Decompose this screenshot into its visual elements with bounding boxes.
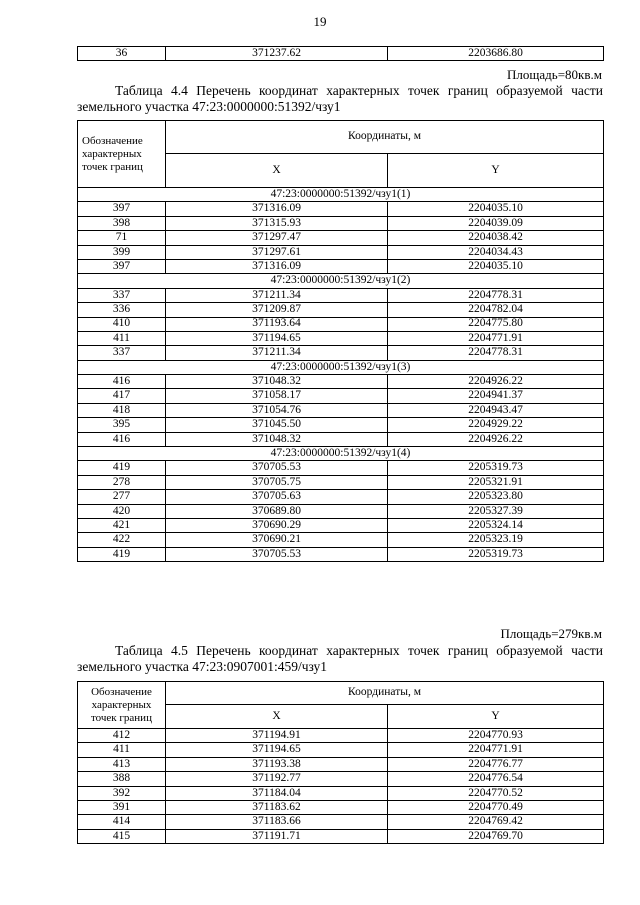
y-cell: 2205323.19	[388, 533, 604, 547]
y-cell: 2204769.70	[388, 829, 604, 843]
point-cell: 413	[78, 757, 166, 771]
point-cell: 388	[78, 772, 166, 786]
continued-table-row	[77, 46, 604, 61]
table-row	[78, 231, 604, 245]
header-y: Y	[388, 705, 604, 729]
y-cell: 2204769.42	[388, 815, 604, 829]
x-cell: 370705.63	[166, 490, 388, 504]
point-cell: 392	[78, 786, 166, 800]
table-row	[78, 389, 604, 403]
x-cell: 370705.53	[166, 461, 388, 475]
table-row	[78, 432, 604, 446]
x-cell: 370705.53	[166, 547, 388, 561]
y-cell: 2205321.91	[388, 475, 604, 489]
point-cell: 399	[78, 245, 166, 259]
y-cell: 2204770.93	[388, 729, 604, 743]
y-cell: 2205324.14	[388, 518, 604, 532]
coordinates-table	[77, 120, 604, 562]
point-cell: 395	[78, 418, 166, 432]
y-cell: 2204929.22	[388, 418, 604, 432]
table-row	[78, 288, 604, 302]
point-cell: 336	[78, 303, 166, 317]
section-title: 47:23:0000000:51392/чзу1(4)	[78, 447, 604, 461]
point-cell: 391	[78, 800, 166, 814]
y-cell: 2204039.09	[388, 216, 604, 230]
x-cell: 371048.32	[166, 432, 388, 446]
point-cell: 36	[78, 47, 166, 61]
point-cell: 414	[78, 815, 166, 829]
table-row	[78, 475, 604, 489]
point-cell: 422	[78, 533, 166, 547]
x-cell: 371211.34	[166, 346, 388, 360]
table-row	[78, 533, 604, 547]
x-cell: 371194.65	[166, 743, 388, 757]
point-cell: 419	[78, 547, 166, 561]
x-cell: 371193.64	[166, 317, 388, 331]
table-row	[78, 772, 604, 786]
area-label: Площадь=279кв.м	[500, 626, 602, 641]
table-row	[78, 786, 604, 800]
x-cell: 371192.77	[166, 772, 388, 786]
header-coords: Координаты, м	[166, 682, 604, 705]
section-row	[78, 274, 604, 288]
header-point: Обозначение характерных точек границ	[78, 121, 166, 188]
section-row	[78, 447, 604, 461]
point-cell: 71	[78, 231, 166, 245]
x-cell: 371184.04	[166, 786, 388, 800]
table-row	[78, 743, 604, 757]
x-cell: 371316.09	[166, 202, 388, 216]
table-row	[78, 800, 604, 814]
table-row	[78, 504, 604, 518]
x-cell: 371054.76	[166, 403, 388, 417]
table-row	[78, 829, 604, 843]
header-point: Обозначение характерных точек границ	[78, 682, 166, 729]
header-y: Y	[388, 154, 604, 188]
y-cell: 2204941.37	[388, 389, 604, 403]
coordinates-table	[77, 681, 604, 844]
table-row	[78, 403, 604, 417]
table-row	[78, 317, 604, 331]
point-cell: 418	[78, 403, 166, 417]
point-cell: 416	[78, 432, 166, 446]
point-cell: 416	[78, 375, 166, 389]
table-row	[78, 375, 604, 389]
x-cell: 371048.32	[166, 375, 388, 389]
y-cell: 2204776.54	[388, 772, 604, 786]
x-cell: 371297.61	[166, 245, 388, 259]
point-cell: 419	[78, 461, 166, 475]
x-cell: 371209.87	[166, 303, 388, 317]
x-cell: 371194.91	[166, 729, 388, 743]
x-cell: 371211.34	[166, 288, 388, 302]
section-row	[78, 360, 604, 374]
y-cell: 2205327.39	[388, 504, 604, 518]
point-cell: 420	[78, 504, 166, 518]
x-cell: 370690.21	[166, 533, 388, 547]
point-cell: 397	[78, 202, 166, 216]
y-cell: 2204926.22	[388, 375, 604, 389]
point-cell: 277	[78, 490, 166, 504]
x-cell: 370689.80	[166, 504, 388, 518]
point-cell: 415	[78, 829, 166, 843]
header-x: X	[166, 705, 388, 729]
y-cell: 2204782.04	[388, 303, 604, 317]
point-cell: 337	[78, 288, 166, 302]
table-row	[78, 303, 604, 317]
y-cell: 2204035.10	[388, 202, 604, 216]
y-cell: 2204776.77	[388, 757, 604, 771]
y-cell: 2205319.73	[388, 547, 604, 561]
point-cell: 337	[78, 346, 166, 360]
section-title: 47:23:0000000:51392/чзу1(2)	[78, 274, 604, 288]
point-cell: 411	[78, 743, 166, 757]
table-row	[78, 461, 604, 475]
x-cell: 371315.93	[166, 216, 388, 230]
table-row	[78, 815, 604, 829]
y-cell: 2204926.22	[388, 432, 604, 446]
x-cell: 370690.29	[166, 518, 388, 532]
y-cell: 2204034.43	[388, 245, 604, 259]
x-cell: 371191.71	[166, 829, 388, 843]
y-cell: 2204770.49	[388, 800, 604, 814]
point-cell: 278	[78, 475, 166, 489]
y-cell: 2204771.91	[388, 331, 604, 345]
x-cell: 371183.66	[166, 815, 388, 829]
point-cell: 412	[78, 729, 166, 743]
point-cell: 417	[78, 389, 166, 403]
page-number: 19	[313, 14, 327, 29]
area-label: Площадь=80кв.м	[507, 67, 602, 82]
x-cell: 371058.17	[166, 389, 388, 403]
table-row	[78, 245, 604, 259]
table-row	[78, 216, 604, 230]
point-cell: 411	[78, 331, 166, 345]
x-cell: 370705.75	[166, 475, 388, 489]
table-row	[78, 547, 604, 561]
table-row	[78, 490, 604, 504]
y-cell: 2203686.80	[388, 47, 604, 61]
table-row	[78, 346, 604, 360]
table-row	[78, 757, 604, 771]
y-cell: 2204770.52	[388, 786, 604, 800]
section-title: 47:23:0000000:51392/чзу1(3)	[78, 360, 604, 374]
x-cell: 371297.47	[166, 231, 388, 245]
x-cell: 371193.38	[166, 757, 388, 771]
x-cell: 371316.09	[166, 259, 388, 273]
x-cell: 371194.65	[166, 331, 388, 345]
x-cell: 371183.62	[166, 800, 388, 814]
x-cell: 371045.50	[166, 418, 388, 432]
y-cell: 2204775.80	[388, 317, 604, 331]
table-caption: Таблица 4.4 Перечень координат характерных точек границ образуемой части земельного участка 47:23:0000000:51392/чзу1	[77, 83, 603, 114]
header-coords: Координаты, м	[166, 121, 604, 154]
y-cell: 2204771.91	[388, 743, 604, 757]
y-cell: 2204038.42	[388, 231, 604, 245]
point-cell: 410	[78, 317, 166, 331]
table-row	[78, 418, 604, 432]
y-cell: 2204943.47	[388, 403, 604, 417]
y-cell: 2204778.31	[388, 346, 604, 360]
y-cell: 2204778.31	[388, 288, 604, 302]
table-row	[78, 259, 604, 273]
x-cell: 371237.62	[166, 47, 388, 61]
point-cell: 421	[78, 518, 166, 532]
point-cell: 398	[78, 216, 166, 230]
y-cell: 2205319.73	[388, 461, 604, 475]
table-row	[78, 331, 604, 345]
table-row	[78, 202, 604, 216]
y-cell: 2204035.10	[388, 259, 604, 273]
y-cell: 2205323.80	[388, 490, 604, 504]
table-row	[78, 729, 604, 743]
table-row	[78, 518, 604, 532]
section-row	[78, 188, 604, 202]
table-caption: Таблица 4.5 Перечень координат характерных точек границ образуемой части земельного участка 47:23:0907001:459/чзу1	[77, 643, 603, 674]
section-title: 47:23:0000000:51392/чзу1(1)	[78, 188, 604, 202]
header-x: X	[166, 154, 388, 188]
point-cell: 397	[78, 259, 166, 273]
